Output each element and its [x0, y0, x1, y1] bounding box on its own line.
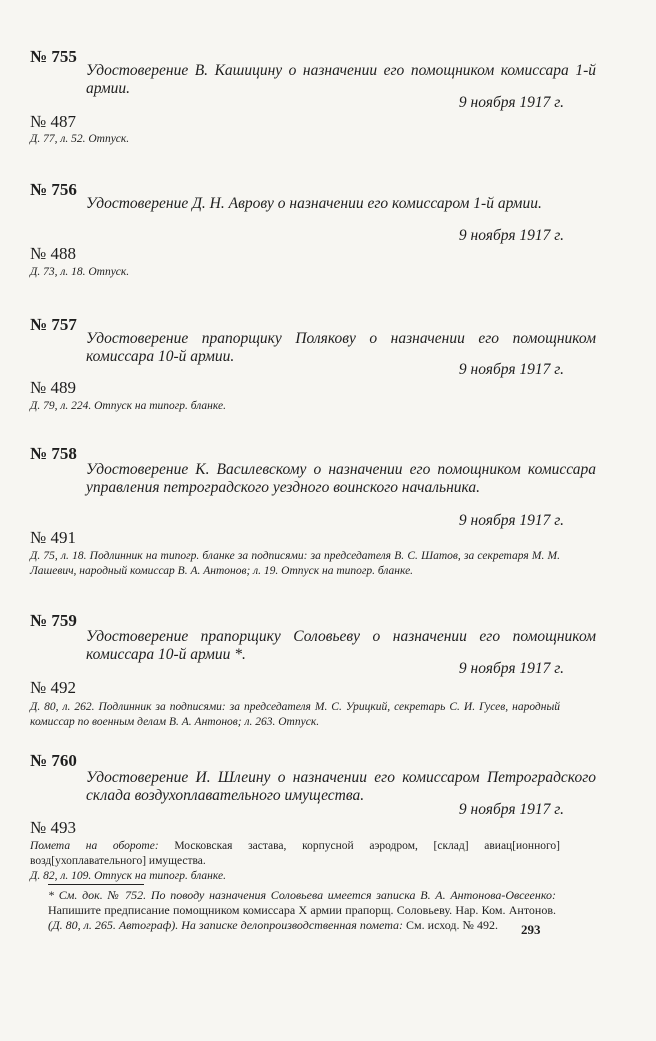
document-number: № 757 — [30, 315, 77, 334]
document-date: 9 ноября 1917 г. — [458, 512, 564, 529]
reverse-note-label: Помета на обороте: — [30, 840, 159, 852]
document-date: 9 ноября 1917 г. — [458, 227, 564, 244]
document-number: № 759 — [30, 611, 77, 630]
document-date: 9 ноября 1917 г. — [458, 660, 564, 677]
footnote-reference: См. исход. № 492. — [406, 918, 498, 932]
document-number: № 758 — [30, 444, 77, 463]
sub-number: № 493 — [30, 818, 76, 837]
reverse-note — [30, 839, 560, 869]
archive-reference: Д. 82, л. 109. Отпуск на типогр. бланке. — [30, 870, 226, 882]
footnote — [48, 888, 556, 933]
archive-reference: Д. 75, л. 18. Подлинник на типогр. бланке за подписями: за председателя В. С. Шатов, за секретаря М. М. Лашевич, народный комиссар В. А. Антонов; л. 19. Отпуск на типогр. бланке. — [30, 550, 560, 577]
sub-number: № 488 — [30, 244, 76, 263]
document-title: Удостоверение прапорщику Полякову о назначении его помощником комиссара 10-й армии. — [86, 330, 596, 365]
reverse-note-text: Московская застава, корпусной аэродром, [склад] авиац[ионного] возд[ухоплавательного] имущества. — [30, 840, 561, 867]
document-date: 9 ноября 1917 г. — [458, 94, 564, 111]
archive-reference: Д. 80, л. 262. Подлинник за подписями: за председателя М. С. Урицкий, секретарь С. И. Гусев, народный комиссар по военным делам В. А. Антонов; л. 263. Отпуск. — [30, 701, 560, 728]
document-title: Удостоверение В. Кашицину о назначении его помощником комиссара 1-й армии. — [86, 62, 596, 97]
sub-number: № 492 — [30, 678, 76, 697]
document-date: 9 ноября 1917 г. — [458, 801, 564, 818]
footnote-quote: Напишите предписание помощником комиссара X армии прапорщ. Соловьеву. Нар. Ком. Антонов. — [48, 903, 556, 917]
document-title: Удостоверение Д. Н. Аврову о назначении его комиссаром 1-й армии. — [86, 195, 542, 212]
document-title: Удостоверение прапорщику Соловьеву о назначении его помощником комиссара 10-й армии *. — [86, 628, 596, 663]
footnote-source: (Д. 80, л. 265. Автограф). На записке делопроизводственная помета: — [48, 918, 404, 932]
archive-reference: Д. 77, л. 52. Отпуск. — [30, 133, 130, 145]
footnote-intro: * См. док. № 752. По поводу назначения Соловьева имеется записка В. А. Антонова-Овсеенко: — [48, 888, 556, 902]
document-number: № 755 — [30, 47, 77, 66]
document-title: Удостоверение И. Шлеину о назначении его комиссаром Петроградского склада воздухоплавательного имущества. — [86, 769, 596, 804]
archive-reference: Д. 73, л. 18. Отпуск. — [30, 266, 130, 278]
document-title: Удостоверение К. Василевскому о назначении его помощником комиссара управления петроградского уездного воинского начальника. — [86, 461, 596, 496]
sub-number: № 491 — [30, 528, 76, 547]
sub-number: № 487 — [30, 112, 76, 131]
document-number: № 756 — [30, 180, 77, 199]
sub-number: № 489 — [30, 378, 76, 397]
document-number: № 760 — [30, 751, 77, 770]
archive-reference: Д. 79, л. 224. Отпуск на типогр. бланке. — [30, 400, 226, 412]
footnote-divider — [48, 884, 144, 885]
page-number: 293 — [521, 922, 541, 937]
document-date: 9 ноября 1917 г. — [458, 361, 564, 378]
